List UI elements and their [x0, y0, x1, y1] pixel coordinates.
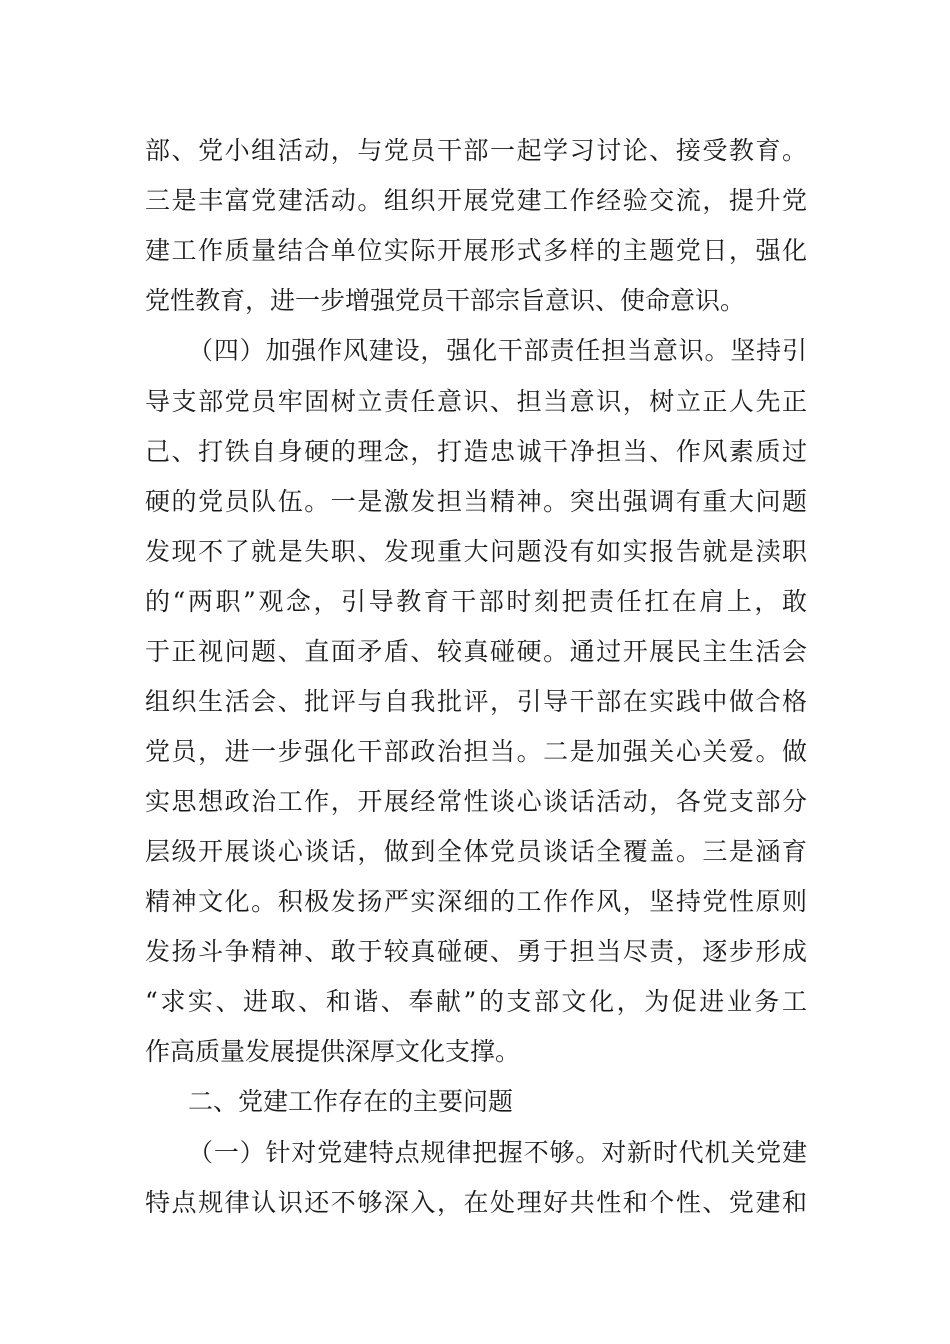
text-line: 精神文化。积极发扬严实深细的工作作风，坚持党性原则	[145, 887, 807, 916]
text-line: 己、打铁自身硬的理念，打造忠诚干净担当、作风素质过	[145, 437, 807, 466]
text-line: 发现不了就是失职、发现重大问题没有如实报告就是渎职	[145, 537, 807, 566]
text-line: 实思想政治工作，开展经常性谈心谈话活动，各党支部分	[145, 787, 807, 816]
text-line: 特点规律认识还不够深入，在处理好共性和个性、党建和	[145, 1188, 807, 1217]
text-line: 于正视问题、直面矛盾、较真碰硬。通过开展民主生活会	[145, 637, 807, 666]
text-line: 作高质量发展提供深厚文化支撑。	[145, 1037, 521, 1066]
text-line: 的“两职”观念，引导教育干部时刻把责任扛在肩上，敢	[145, 587, 807, 616]
text-line: 发扬斗争精神、敢于较真碰硬、勇于担当尽责，逐步形成	[145, 937, 807, 966]
text-line: 硬的党员队伍。一是激发担当精神。突出强调有重大问题	[145, 487, 807, 516]
text-line: 党性教育，进一步增强党员干部宗旨意识、使命意识。	[145, 286, 746, 315]
text-line: “求实、进取、和谐、奉献”的支部文化，为促进业务工	[145, 987, 807, 1016]
text-line: （四）加强作风建设，强化干部责任担当意识。坚持引	[188, 336, 807, 365]
text-line: 导支部党员牢固树立责任意识、担当意识，树立正人先正	[145, 387, 807, 416]
text-line: 层级开展谈心谈话，做到全体党员谈话全覆盖。三是涵育	[145, 837, 807, 866]
text-line: 部、党小组活动，与党员干部一起学习讨论、接受教育。	[145, 136, 807, 165]
text-line: 党员，进一步强化干部政治担当。二是加强关心关爱。做	[145, 737, 807, 766]
section-heading: 二、党建工作存在的主要问题	[188, 1087, 514, 1116]
text-line: 三是丰富党建活动。组织开展党建工作经验交流，提升党	[145, 186, 807, 215]
text-line: 组织生活会、批评与自我批评，引导干部在实践中做合格	[145, 687, 807, 716]
text-line: （一）针对党建特点规律把握不够。对新时代机关党建	[188, 1138, 807, 1167]
text-line: 建工作质量结合单位实际开展形式多样的主题党日，强化	[145, 236, 807, 265]
